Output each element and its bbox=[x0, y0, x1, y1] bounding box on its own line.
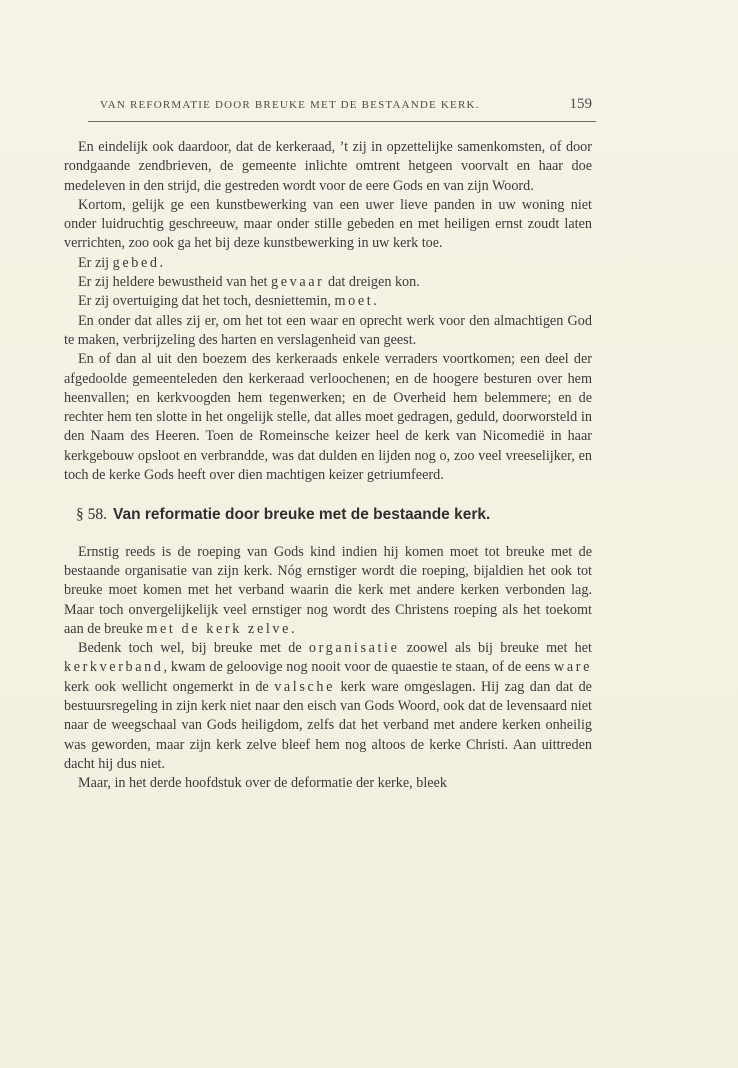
paragraph: Maar, in het derde hoofdstuk over de deformatie der kerke, bleek bbox=[78, 775, 447, 792]
paragraph: Er zij overtuiging dat het toch, desniettemin, moet. bbox=[78, 293, 380, 310]
paragraph: Bedenk toch wel, bij breuke met de organisatie zoowel als bij breuke met het kerkverband, kwam de geloovige nog nooit voor de quaestie te staan, of de eens ware kerk ook wellicht ongemerkt in de valsche kerk ware omgeslagen. Hij zag dan dat de bestuursregeling in zijn kerk niet naar den eisch van Gods Woord, ook dat de levensaard niet naar de weegschaal van Gods heiligdom, zelfs dat het verband met andere kerken onheilig was geworden, maar zijn kerk zelve bleef hem nog altoos de kerke Christi. Aan uittreden dacht hij dus niet. bbox=[64, 640, 592, 772]
running-head-title: VAN REFORMATIE DOOR BREUKE MET DE BESTAANDE KERK. bbox=[100, 99, 480, 111]
section-heading bbox=[64, 505, 592, 524]
paragraph: Er zij gebed. bbox=[78, 254, 166, 271]
paragraph: En eindelijk ook daardoor, dat de kerkeraad, ’t zij in opzettelijke samenkomsten, of door rondgaande zendbrieven, de gemeente inlichte omtrent hetgeen voorvalt en haar doe medeleven in den strijd, die gestreden wordt voor de eere Gods en van zijn Woord. bbox=[64, 139, 592, 194]
header-rule bbox=[88, 121, 596, 122]
spaced-emphasis: organisatie bbox=[308, 640, 400, 657]
paragraph: En onder dat alles zij er, om het tot een waar en oprecht werk voor den almachtigen God te maken, verbrijzeling des harten en verslagenheid van geest. bbox=[64, 312, 592, 348]
spaced-emphasis: moet. bbox=[334, 293, 380, 310]
paragraph: Ernstig reeds is de roeping van Gods kind indien hij komen moet tot breuke met de bestaande organisatie van zijn kerk. Nóg ernstiger wordt die roeping, bijaldien het ook tot breuke moet komen met het verband waarin die kerk met andere kerken verbonden lag. Maar toch onvergelijkelijk veel ernstiger nog wordt des Christens roeping als het toekomt aan de breuke met de kerk zelve. bbox=[64, 543, 592, 637]
section-number: § 58. bbox=[76, 506, 107, 524]
paragraph: En of dan al uit den boezem des kerkeraads enkele verraders voortkomen; een deel der afgedoolde gemeenteleden den kerkeraad verloochenen; en de hoogere besturen over hem heenvallen; en kerkvoogden hem tegenwerken; en de Overheid hem belemmere; en de rechter hem ten slotte in het ongelijk stelle, dat alles moet gedragen, geduld, doorworsteld in den Naam des Heeren. Toen de Romeinsche keizer heel de kerk van Nicomedië in haar kerkgebouw opsloot en verbrandde, was dat dulden en lijden nog o, zoo veel vreeselijker, en toch de kerke Gods heeft over dien machtigen keizer getriumfeerd. bbox=[64, 351, 592, 484]
body-text bbox=[64, 138, 592, 794]
spaced-emphasis: valsche bbox=[274, 678, 335, 695]
paragraph: Er zij heldere bewustheid van het gevaar dat dreigen kon. bbox=[78, 274, 420, 291]
paragraph: Kortom, gelijk ge een kunstbewerking van een uwer lieve panden in uw woning niet onder luidruchtig geschreeuw, maar onder stille gebeden en met heiligen ernst zoudt laten verrichten, zoo ook ga het bij deze kunstbewerking in uw kerk toe. bbox=[64, 196, 592, 252]
running-head bbox=[100, 96, 592, 113]
spaced-emphasis: ware bbox=[554, 659, 592, 676]
spaced-emphasis: gebed. bbox=[112, 254, 166, 271]
spaced-emphasis: gevaar bbox=[271, 274, 325, 291]
page-number: 159 bbox=[569, 96, 592, 112]
spaced-emphasis: kerkverband bbox=[64, 659, 164, 676]
spaced-emphasis: met de kerk zelve. bbox=[146, 620, 298, 637]
section-title: Van reformatie door breuke met de bestaande kerk. bbox=[113, 506, 491, 524]
